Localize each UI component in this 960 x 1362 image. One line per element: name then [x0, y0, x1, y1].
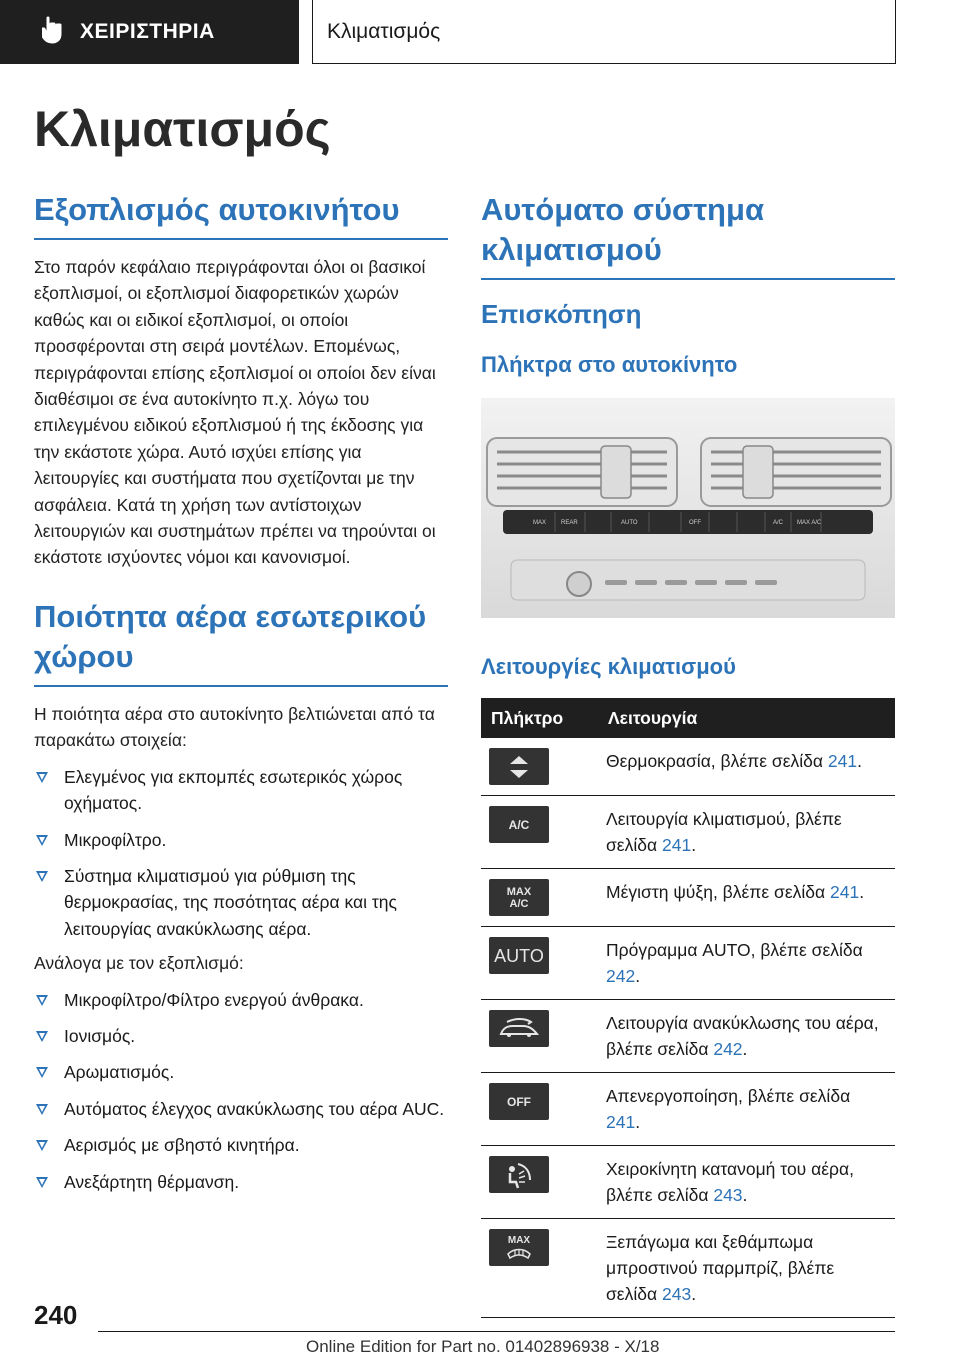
table-row	[481, 869, 895, 927]
page-link[interactable]: 241	[830, 882, 860, 902]
table-header-row	[481, 698, 895, 738]
list-item: Ανεξάρτητη θέρμανση.	[34, 1169, 448, 1195]
temperature-arrows-icon	[489, 748, 549, 785]
page-link[interactable]: 241	[661, 835, 692, 855]
auto-icon: AUTO	[489, 937, 549, 974]
list-item: Αρωματισμός.	[34, 1059, 448, 1085]
triangle-bullet-icon	[36, 871, 48, 882]
list-item: Σύστημα κλιματισμού για ρύθμιση της θερμοκρασίας, της ποσότητας αέρα και της λειτουργίας ανακύκλωσης αέρα.	[34, 863, 448, 942]
triangle-bullet-icon	[36, 772, 48, 783]
function-description: Λειτουργία κλιματισμού, βλέπε σελίδα 241.	[598, 796, 895, 869]
optional-equipment-list	[34, 987, 448, 1195]
triangle-bullet-icon	[36, 1177, 48, 1188]
function-description: Πρόγραμμα AUTO, βλέπε σελίδα 242.	[598, 927, 895, 1000]
page-link[interactable]: 241	[606, 1112, 636, 1132]
photo-key-label: MAX	[533, 520, 547, 526]
page-link[interactable]: 243	[661, 1284, 692, 1304]
function-description: Ξεπάγωμα και ξεθάμπωμα μπροστινού παρμπρίζ, βλέπε σελίδα 243.	[598, 1219, 895, 1318]
section-label: Κλιματισμός	[327, 19, 441, 43]
table-row	[481, 1073, 895, 1146]
photo-key-label: A/C	[773, 520, 784, 526]
functions-table	[481, 698, 895, 1318]
page-title: Κλιματισμός	[34, 101, 331, 157]
max-ac-icon: MAX A/C	[489, 879, 549, 916]
triangle-bullet-icon	[36, 835, 48, 846]
left-column	[34, 190, 448, 1195]
header-section-box	[312, 0, 896, 64]
function-description: Μέγιστη ψύξη, βλέπε σελίδα 241.	[598, 869, 895, 927]
photo-key-label: AUTO	[621, 520, 638, 526]
page-link[interactable]: 242	[606, 966, 636, 986]
function-description: Χειροκίνητη κατανομή του αέρα, βλέπε σελίδα 243.	[598, 1146, 895, 1219]
photo-key-label: OFF	[689, 520, 701, 526]
triangle-bullet-icon	[36, 1140, 48, 1151]
hand-pointer-icon	[42, 16, 68, 48]
page-link[interactable]: 241	[827, 751, 858, 771]
triangle-bullet-icon	[36, 1067, 48, 1078]
function-description: Απενεργοποίηση, βλέπε σελίδα 241.	[598, 1073, 895, 1146]
list-item: Αυτόματος έλεγχος ανακύκλωσης του αέρα AUC.	[34, 1096, 448, 1122]
triangle-bullet-icon	[36, 1104, 48, 1115]
table-row	[481, 796, 895, 869]
footer-rule	[98, 1331, 895, 1332]
list-item: Ιονισμός.	[34, 1023, 448, 1049]
photo-key-label: REAR	[561, 520, 578, 526]
subtitle-climate-functions: Λειτουργίες κλιματισμού	[481, 654, 736, 679]
max-defrost-icon: MAX	[489, 1229, 549, 1266]
list-item: Αερισμός με σβηστό κινητήρα.	[34, 1132, 448, 1158]
table-row	[481, 1000, 895, 1073]
list-item: Ελεγμένος για εκπομπές εσωτερικός χώρος οχήματος.	[34, 764, 448, 817]
subtitle-overview: Επισκόπηση	[481, 299, 642, 329]
column-header-function: Λειτουργία	[598, 698, 895, 738]
edition-note: Online Edition for Part no. 01402896938 - X/18	[306, 1337, 660, 1356]
control-panel-photo	[481, 398, 895, 618]
page-number: 240	[34, 1300, 78, 1330]
list-item: Μικροφίλτρο.	[34, 827, 448, 853]
subtitle-buttons: Πλήκτρα στο αυτοκίνητο	[481, 352, 738, 377]
column-header-key: Πλήκτρο	[481, 698, 598, 738]
function-description: Λειτουργία ανακύκλωσης του αέρα, βλέπε σελίδα 242.	[598, 1000, 895, 1073]
paragraph-air-quality: Η ποιότητα αέρα στο αυτοκίνητο βελτιώνεται από τα παρακάτω στοιχεία:	[34, 703, 435, 751]
section-title-equipment: Εξοπλισμός αυτοκινήτου	[34, 190, 448, 240]
triangle-bullet-icon	[36, 1031, 48, 1042]
photo-key-label: MAX A/C	[797, 520, 822, 526]
page-link[interactable]: 242	[713, 1039, 743, 1059]
chapter-label: ΧΕΙΡΙΣΤΗΡΙΑ	[80, 20, 215, 43]
paragraph-equipment-dependent: Ανάλογα με τον εξοπλισμό:	[34, 953, 244, 974]
section-title-air-quality: Ποιότητα αέρα εσωτερικού χώρου	[34, 597, 448, 687]
header-chapter-tab[interactable]	[0, 0, 299, 64]
recirculation-icon	[489, 1010, 549, 1047]
section-title-auto-climate: Αυτόματο σύστημα κλιματισμού	[481, 190, 895, 280]
table-row	[481, 1146, 895, 1219]
air-distribution-icon	[489, 1156, 549, 1193]
ac-icon: A/C	[489, 806, 549, 843]
right-column	[481, 190, 895, 1318]
page-link[interactable]: 243	[713, 1185, 743, 1205]
off-icon: OFF	[489, 1083, 549, 1120]
list-item: Μικροφίλτρο/Φίλτρο ενεργού άνθρακα.	[34, 987, 448, 1013]
table-row	[481, 738, 895, 796]
table-row	[481, 927, 895, 1000]
function-description: Θερμοκρασία, βλέπε σελίδα 241.	[598, 738, 895, 796]
triangle-bullet-icon	[36, 995, 48, 1006]
paragraph-equipment: Στο παρόν κεφάλαιο περιγράφονται όλοι οι βασικοί εξοπλισμοί, οι εξοπλισμοί διαφορετικών χωρών καθώς και οι ειδικοί εξοπλισμοί, οι οποίοι προσφέρονται στη σειρά μοντέλων. Επομένως, περιγράφονται επίσης εξοπλισμοί οι οποίοι δεν είναι διαθέσιμοι σε ένα αυτοκίνητο π.χ. λόγω του επιλεγμένου ειδικού εξοπλισμού ή της έκδοσης για την εκάστοτε χώρα. Αυτό ισχύει επίσης για λειτουργίες και συστήματα που σχετίζονται με την ασφάλεια. Κατά τη χρήση των αντίστοιχων λειτουργιών και συστημάτων πρέπει να τηρούνται οι εκάστοτε ισχύοντες νόμοι και κανονισμοί.	[34, 257, 436, 568]
table-row	[481, 1219, 895, 1318]
air-quality-list	[34, 764, 448, 942]
